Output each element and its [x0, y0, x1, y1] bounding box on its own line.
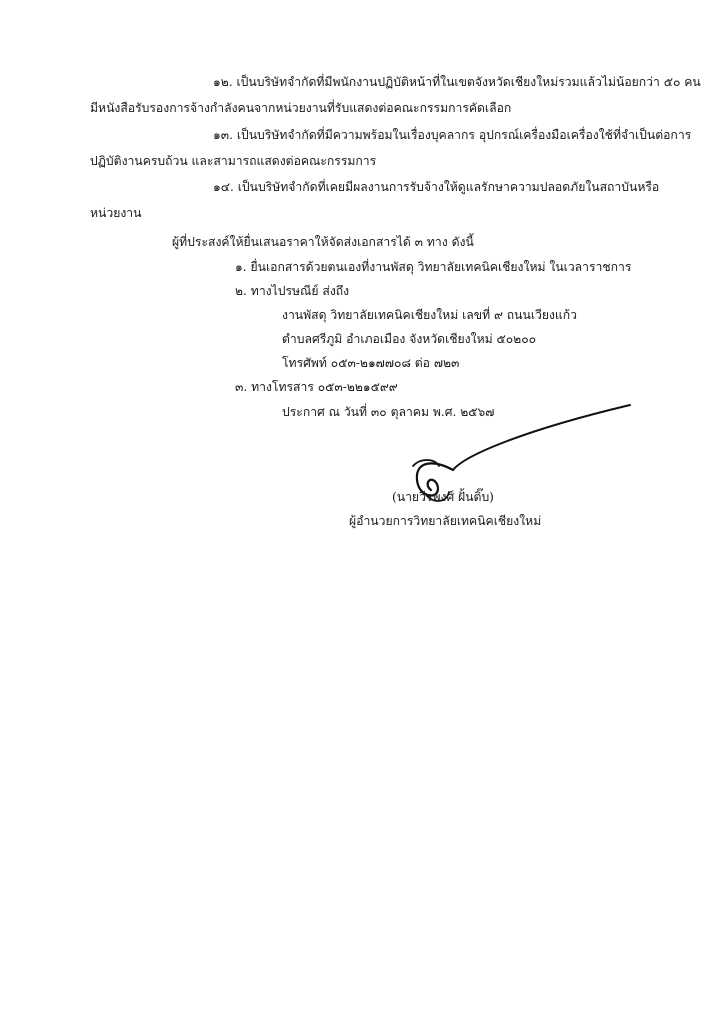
clause-12-line-2: มีหนังสือรับรองการจ้างกำลังคนจากหน่วยงานที่รับแสดงต่อคณะกรรมการคัดเลือก: [90, 101, 512, 115]
clause-13-line-1: ๑๓. เป็นบริษัทจำกัดที่มีความพร้อมในเรื่องบุคลากร อุปกรณ์เครื่องมือเครื่องใช้ที่จำเป็นต่อการ: [213, 128, 692, 142]
post-address-line-2: ตำบลศรีภูมิ อำเภอเมือง จังหวัดเชียงใหม่ ๕๐๒๐๐: [282, 332, 537, 346]
signer-title: ผู้อำนวยการวิทยาลัยเทคนิคเชียงใหม่: [349, 514, 542, 528]
announce-date: ประกาศ ณ วันที่ ๓๐ ตุลาคม พ.ศ. ๒๕๖๗: [282, 405, 495, 419]
clause-13-line-2: ปฏิบัติงานครบถ้วน และสามารถแสดงต่อคณะกรรมการ: [90, 154, 377, 168]
method-post-title: ๒. ทางไปรษณีย์ ส่งถึง: [235, 284, 350, 298]
method-in-person: ๑. ยื่นเอกสารด้วยตนเองที่งานพัสดุ วิทยาลัยเทคนิคเชียงใหม่ ในเวลาราชการ: [235, 260, 632, 274]
method-fax: ๓. ทางโทรสาร ๐๕๓-๒๒๑๕๙๙: [235, 380, 398, 394]
post-phone: โทรศัพท์ ๐๕๓-๒๑๗๗๐๘ ต่อ ๗๒๓: [282, 356, 460, 370]
post-address-line-1: งานพัสดุ วิทยาลัยเทคนิคเชียงใหม่ เลขที่ ๙ ถนนเวียงแก้ว: [282, 308, 578, 322]
submission-intro: ผู้ที่ประสงค์ให้ยื่นเสนอราคาให้จัดส่งเอกสารได้ ๓ ทาง ดังนี้: [172, 235, 474, 249]
signer-name: (นายวีรพงศ์ ฝั้นติ๊บ): [392, 490, 494, 504]
clause-14-line-1: ๑๔. เป็นบริษัทจำกัดที่เคยมีผลงานการรับจ้างให้ดูแลรักษาความปลอดภัยในสถาบันหรือ: [213, 180, 660, 194]
clause-12-line-1: ๑๒. เป็นบริษัทจำกัดที่มีพนักงานปฏิบัติหน้าที่ในเขตจังหวัดเชียงใหม่รวมแล้วไม่น้อยกว่า ๕๐ คน: [213, 75, 701, 89]
clause-14-line-2: หน่วยงาน: [90, 206, 142, 220]
